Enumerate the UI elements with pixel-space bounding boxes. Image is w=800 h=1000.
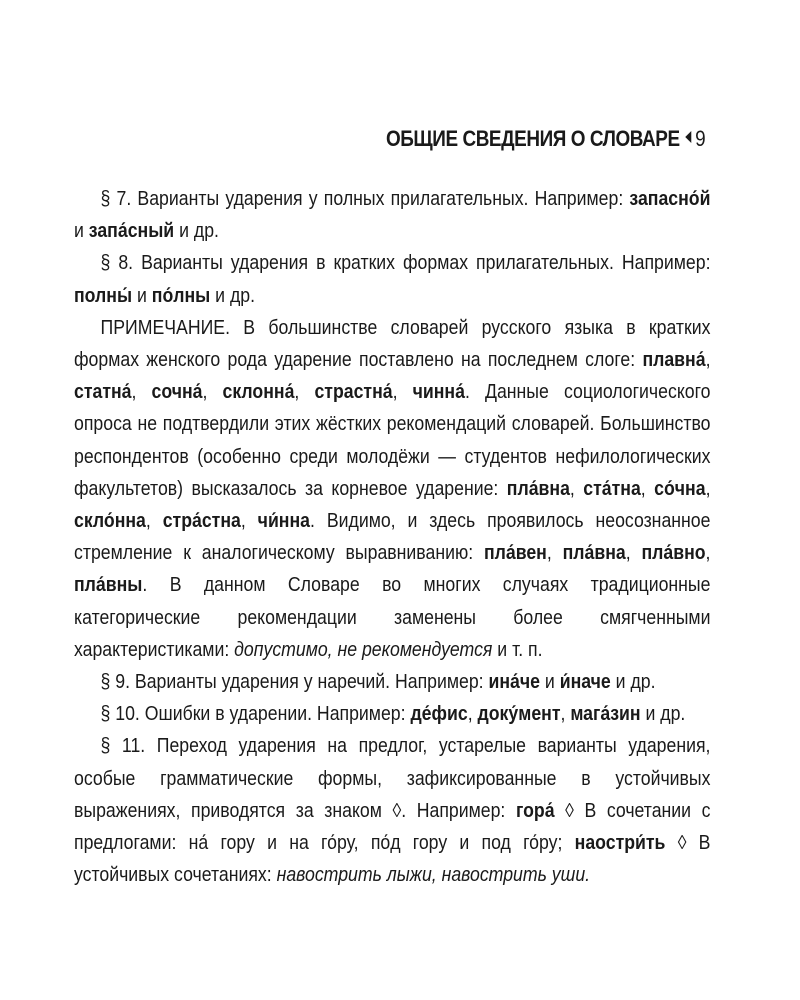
headword: плавна́ — [642, 349, 706, 372]
headword: статна́ — [74, 381, 132, 404]
section-title: ОБЩИЕ СВЕДЕНИЯ О СЛОВАРЕ — [385, 126, 680, 151]
headword: полны́ — [74, 284, 133, 307]
headword: пла́вны — [74, 574, 143, 597]
page-number: 9 — [694, 126, 705, 151]
left-triangle-icon — [685, 131, 691, 143]
headword: пла́вна — [562, 542, 626, 565]
body-text — [74, 183, 710, 891]
p11-mid-1: ◊ В сочетании с предлогами: на́ гору и на го́ру, по́д гору и под го́ру; — [74, 799, 711, 855]
note-paragraph: ПРИМЕЧАНИЕ. В большинстве словарей русского языка в кратких формах женского рода ударение поставлено на последнем слоге: плавна́, статна́, сочна́, склонна́, страстна́, чинна́. Данные социологического опроса не подтвердили этих жёстких рекомендаций словарей. Большинство респондентов (особенно среди молодёжи — студентов нефилологических факультетов) высказалось за корневое ударение: пла́вна, ста́тна, со́чна, скло́нна, стра́стна, чи́нна. Видимо, и здесь проявилось неосознанное стремление к аналогическому выравниванию: пла́вен, пла́вна, пла́вно, пла́вны. В данном Словаре во многих случаях традиционные категорические рекомендации заменены более смягченными характеристиками: допустимо, не рекомендуется и т. п. — [74, 316, 711, 661]
note-mid-2: . Видимо, и здесь проявилось неосознанное стремление к аналогическому выравниванию: — [74, 510, 711, 565]
p11-mid-2: ◊ В устойчивых сочетаниях: — [74, 832, 711, 887]
headword: ина́че — [488, 671, 540, 694]
note-end: и т. п. — [492, 638, 543, 661]
note-mid-3: . В данном Словаре во многих случаях традиционные категорические рекомендации заменены более смягченными характеристиками: — [74, 574, 711, 661]
headword: пла́вна — [506, 477, 570, 500]
note-mid-1: . Данные социологического опроса не подтвердили этих жёстких рекомендаций словарей. Большинство респондентов (особенно среди молодёжи — студентов нефилологических факультетов) высказалось за корневое ударение: — [74, 381, 711, 500]
p7-text: § 7. Варианты ударения у полных прилагательных. Например: — [100, 188, 630, 210]
headword: и́наче — [559, 671, 611, 694]
headword: гора́ — [515, 799, 555, 822]
p8-end: и др. — [210, 284, 256, 307]
headword: пла́вно — [641, 542, 706, 565]
headword: чинна́ — [412, 381, 465, 404]
headword: ста́тна — [583, 477, 641, 500]
p7-and: и — [74, 220, 89, 243]
paragraph-8 — [74, 247, 710, 311]
p9-and: и — [539, 671, 560, 694]
headword: склонна́ — [222, 381, 295, 404]
p10-text: § 10. Ошибки в ударении. Например: — [100, 703, 411, 726]
headword: сочна́ — [151, 381, 203, 404]
headword: со́чна — [654, 477, 706, 500]
headword: де́фис — [410, 703, 468, 726]
p8-and: и — [132, 284, 152, 307]
headword: запа́сный — [88, 220, 175, 243]
note-start: ПРИМЕЧАНИЕ. В большинстве словарей русского языка в кратких формах женского рода ударение поставлено на последнем слоге: — [74, 316, 711, 372]
p11-italic: навострить лыжи, навострить уши. — [276, 864, 591, 887]
p9-text: § 9. Варианты ударения у наречий. Например: — [100, 671, 489, 694]
paragraph-9 — [74, 666, 710, 698]
note-italic: допустимо, не рекомендуется — [234, 638, 493, 661]
paragraph-10: § 10. Ошибки в ударении. Например: де́фис, доку́мент, мага́зин и др. — [100, 703, 686, 726]
headword: чи́нна — [257, 510, 311, 533]
headword: скло́нна — [74, 510, 146, 533]
p11-text: § 11. Переход ударения на предлог, устарелые варианты ударения, особые грамматические формы, зафиксированные в устойчивых выражениях, приводятся за знаком ◊. Например: — [74, 735, 711, 822]
headword: по́лны — [151, 284, 211, 307]
p8-text: § 8. Варианты ударения в кратких формах прилагательных. Например: — [100, 252, 711, 275]
headword: доку́мент — [477, 703, 561, 726]
p10-end: и др. — [640, 703, 686, 726]
p7-end: и др. — [174, 220, 219, 243]
headword: стра́стна — [162, 510, 241, 533]
headword: мага́зин — [570, 703, 641, 726]
headword: наостри́ть — [574, 832, 666, 855]
headword: пла́вен — [483, 542, 547, 565]
p9-end: и др. — [610, 671, 656, 694]
running-head — [386, 126, 705, 152]
headword: запасно́й — [629, 188, 711, 210]
paragraph-11 — [74, 730, 710, 891]
headword: страстна́ — [314, 381, 393, 404]
paragraph-7 — [74, 183, 710, 247]
